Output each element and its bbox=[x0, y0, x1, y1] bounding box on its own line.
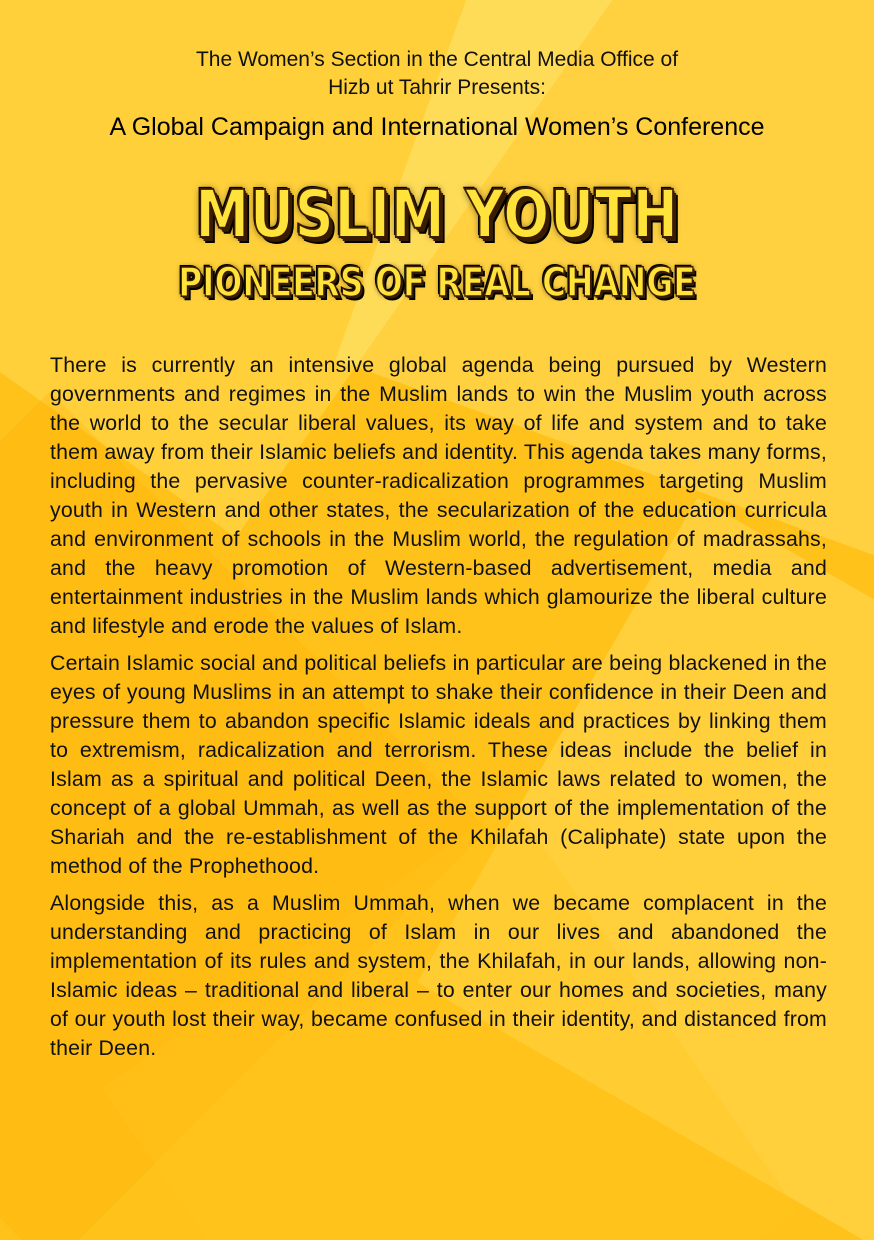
title-line-2: PIONEERS OF REAL CHANGE bbox=[178, 260, 696, 306]
campaign-heading: A Global Campaign and International Women’s Conference bbox=[109, 113, 765, 141]
paragraph-2: Certain Islamic social and political beliefs in particular are being blackened in the eyes of young Muslims in an attempt to shake their confidence in their Deen and pressure them to abandon specific Islamic ideals and practices by linking them to extremism, radicalization and terrorism. These ideas include the belief in Islam as a spiritual and political Deen, the Islamic laws related to women, the concept of a global Ummah, as well as the support of the implementation of the Shariah and the re-establishment of the Khilafah (Caliphate) state upon the method of the Prophethood. bbox=[50, 651, 827, 878]
presenter-heading bbox=[0, 46, 874, 102]
paragraph-3: Alongside this, as a Muslim Ummah, when we became complacent in the understanding and practicing of Islam in our lives and abandoned the implementation of its rules and system, the Khilafah, in our lands, allowing non-Islamic ideas – traditional and liberal – to enter our homes and societies, many of our youth lost their way, became confused in their identity, and distanced from their Deen. bbox=[50, 891, 827, 1060]
presenter-line-1: The Women’s Section in the Central Media Office of bbox=[195, 48, 679, 71]
campaign-title bbox=[79, 174, 796, 308]
presenter-line-2: Hizb ut Tahrir Presents: bbox=[328, 76, 546, 99]
paragraph-1: There is currently an intensive global agenda being pursued by Western governments and regimes in the Muslim lands to win the Muslim youth across the world to the secular liberal values, its way of life and system and to take them away from their Islamic beliefs and identity. This agenda takes many forms, including the pervasive counter-radicalization programmes targeting Muslim youth in Western and other states, the secularization of the education curricula and environment of schools in the Muslim world, the regulation of madrassahs, and the heavy promotion of Western-based advertisement, media and entertainment industries in the Muslim lands which glamourize the liberal culture and lifestyle and erode the values of Islam. bbox=[50, 353, 827, 638]
body-text bbox=[50, 351, 827, 1071]
title-line-1: MUSLIM YOUTH bbox=[195, 176, 679, 253]
